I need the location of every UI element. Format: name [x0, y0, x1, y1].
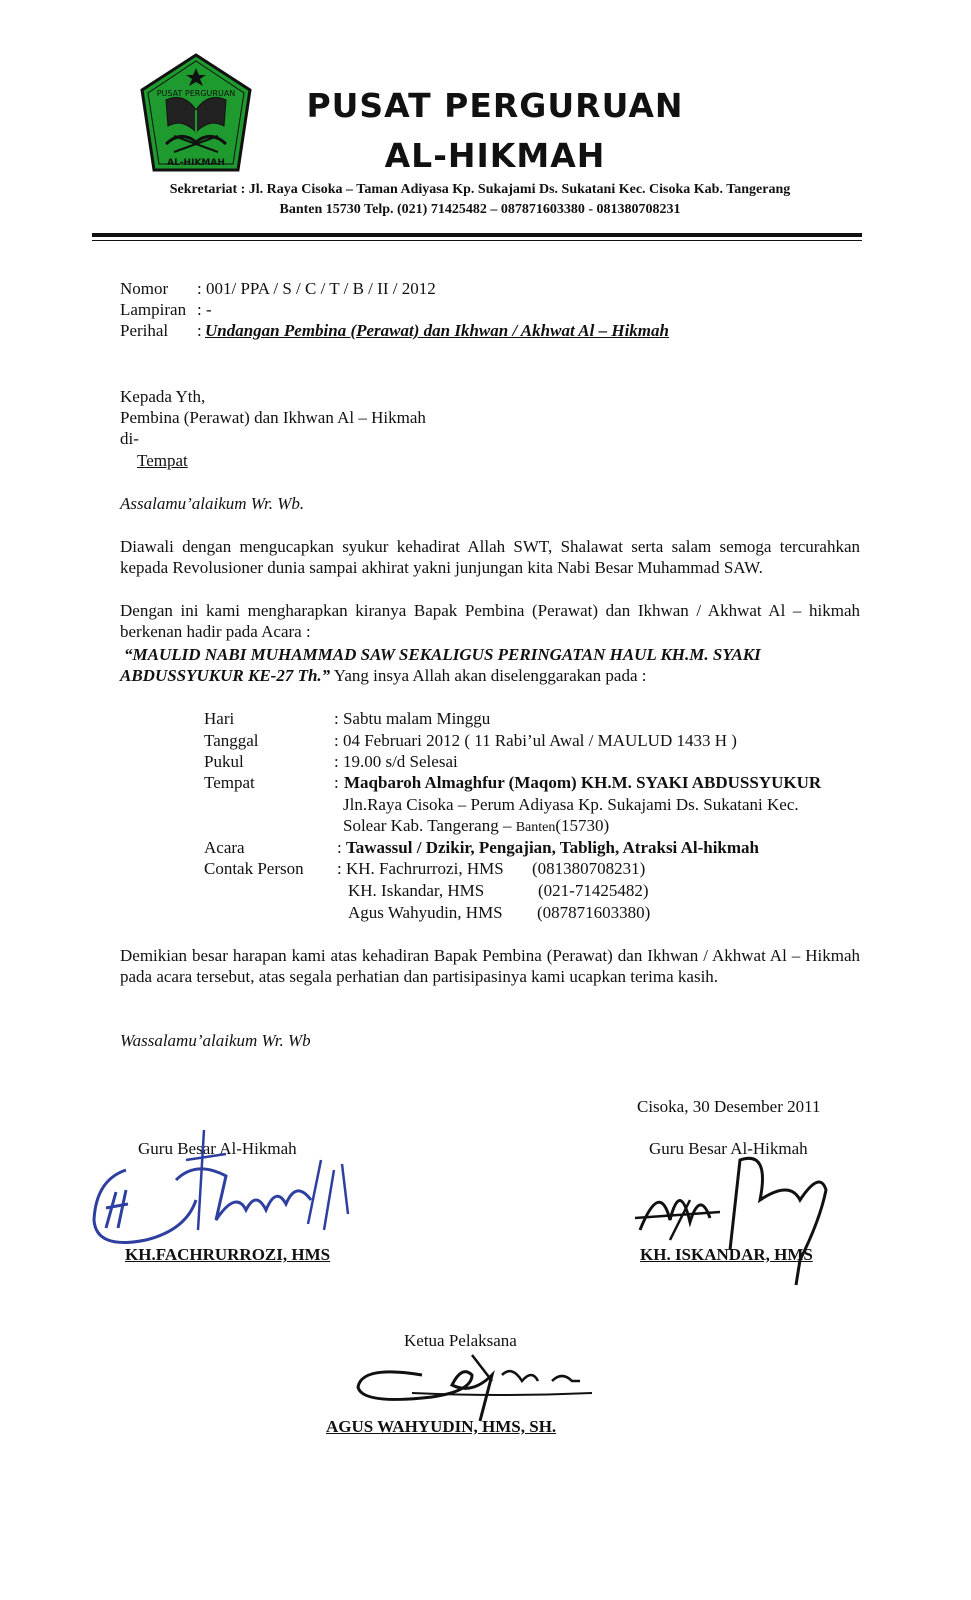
contact-2-name: KH. Iskandar, HMS [348, 881, 485, 900]
lampiran-value: : - [197, 300, 212, 319]
tempat-address-line1: Jln.Raya Cisoka – Perum Adiyasa Kp. Sukajami Ds. Sukatani Kec. [343, 795, 799, 814]
right-signer-title: Guru Besar Al-Hikmah [649, 1139, 808, 1158]
perihal-colon: : [197, 321, 202, 340]
header-divider-thick [92, 233, 862, 237]
closing-paragraph: Demikian besar harapan kami atas kehadiran Bapak Pembina (Perawat) dan Ikhwan / Akhwat Al – Hikmah pada acara tersebut, atas segala perhatian dan partisipasinya kami ucapkan terima kasih. [120, 946, 860, 986]
center-signer-name: AGUS WAHYUDIN, HMS, SH. [326, 1417, 557, 1436]
event-title-line2-wrapper [120, 665, 647, 686]
center-signature-icon [352, 1345, 602, 1425]
tempat-address-province: Banten [515, 820, 556, 835]
hari-value: : Sabtu malam Minggu [334, 709, 491, 728]
logo-text-top: PUSAT PERGURUAN [156, 89, 236, 98]
logo-text-bottom: AL-HIKMAH [167, 158, 225, 168]
event-title-line2: ABDUSSYUKUR KE-27 Th.” [120, 666, 331, 685]
organization-name-line2: AL-HIKMAH [384, 136, 606, 175]
recipient-line4: Tempat [137, 451, 188, 470]
event-after-text: Yang insya Allah akan diselenggarakan pada : [330, 666, 647, 685]
event-title-line1: “MAULID NABI MUHAMMAD SAW SEKALIGUS PERINGATAN HAUL KH.M. SYAKI [124, 645, 761, 664]
organization-name-line1: PUSAT PERGURUAN [306, 86, 684, 125]
acara-colon: : [337, 838, 342, 857]
closing-salam: Wassalamu’alaikum Wr. Wb [120, 1031, 311, 1050]
tempat-colon: : [334, 773, 339, 792]
recipient-line3: di- [120, 429, 139, 448]
address-line2: Banten 15730 Telp. (021) 71425482 – 087871603380 - 081380708231 [279, 202, 681, 217]
tanggal-value: : 04 Februari 2012 ( 11 Rabi’ul Awal / MAULUD 1433 H ) [334, 731, 737, 750]
left-signer-title: Guru Besar Al-Hikmah [138, 1139, 297, 1158]
right-signature-icon [630, 1140, 840, 1290]
hari-label: Hari [204, 709, 235, 728]
recipient-line2: Pembina (Perawat) dan Ikhwan Al – Hikmah [120, 408, 426, 427]
greeting: Assalamu’alaikum Wr. Wb. [120, 494, 305, 513]
recipient-line1: Kepada Yth, [120, 387, 206, 406]
tanggal-label: Tanggal [204, 731, 259, 750]
contact-1-phone: (081380708231) [532, 859, 646, 878]
tempat-address-line2 [343, 815, 609, 838]
right-signer-name: KH. ISKANDAR, HMS [640, 1245, 813, 1264]
tempat-value: Maqbaroh Almaghfur (Maqom) KH.M. SYAKI ABDUSSYUKUR [344, 773, 822, 792]
pukul-value: : 19.00 s/d Selesai [334, 752, 458, 771]
body-paragraph-1: Diawali dengan mengucapkan syukur kehadirat Allah SWT, Shalawat serta salam semoga tercurahkan kepada Revolusioner dunia sampai akhirat yakni junjungan kita Nabi Besar Muhammad SAW. [120, 537, 860, 577]
center-signer-title: Ketua Pelaksana [404, 1331, 517, 1350]
body-paragraph-2: Dengan ini kami mengharapkan kiranya Bapak Pembina (Perawat) dan Ikhwan / Akhwat Al – hikmah berkenan hadir pada Acara : [120, 601, 860, 641]
contact-3-name: Agus Wahyudin, HMS [348, 903, 503, 922]
address-line1: Sekretariat : Jl. Raya Cisoka – Taman Adiyasa Kp. Sukajami Ds. Sukatani Kec. Cisoka Kab. Tangerang [169, 182, 791, 197]
nomor-label: Nomor [120, 279, 169, 298]
acara-label: Acara [204, 838, 245, 857]
contact-3-phone: (087871603380) [537, 903, 651, 922]
perihal-value: Undangan Pembina (Perawat) dan Ikhwan / Akhwat Al – Hikmah [205, 321, 669, 340]
nomor-value: : 001/ PPA / S / C / T / B / II / 2012 [197, 279, 436, 298]
contact-label: Contak Person [204, 859, 304, 878]
left-signature-icon [86, 1120, 366, 1260]
organization-logo [136, 52, 256, 174]
header-divider-thin [92, 240, 862, 241]
contact-1-name: : KH. Fachrurrozi, HMS [337, 859, 504, 878]
contact-2-phone: (021-71425482) [538, 881, 649, 900]
acara-value: Tawassul / Dzikir, Pengajian, Tabligh, Atraksi Al-hikmah [346, 838, 760, 857]
pukul-label: Pukul [204, 752, 244, 771]
lampiran-label: Lampiran [120, 300, 187, 319]
perihal-label: Perihal [120, 321, 169, 340]
tempat-label: Tempat [204, 773, 255, 792]
left-signer-name: KH.FACHRURROZI, HMS [125, 1245, 331, 1264]
place-date: Cisoka, 30 Desember 2011 [637, 1097, 821, 1116]
tempat-address-line2a: Solear Kab. Tangerang – [343, 816, 516, 835]
tempat-address-postcode: (15730) [555, 816, 610, 835]
